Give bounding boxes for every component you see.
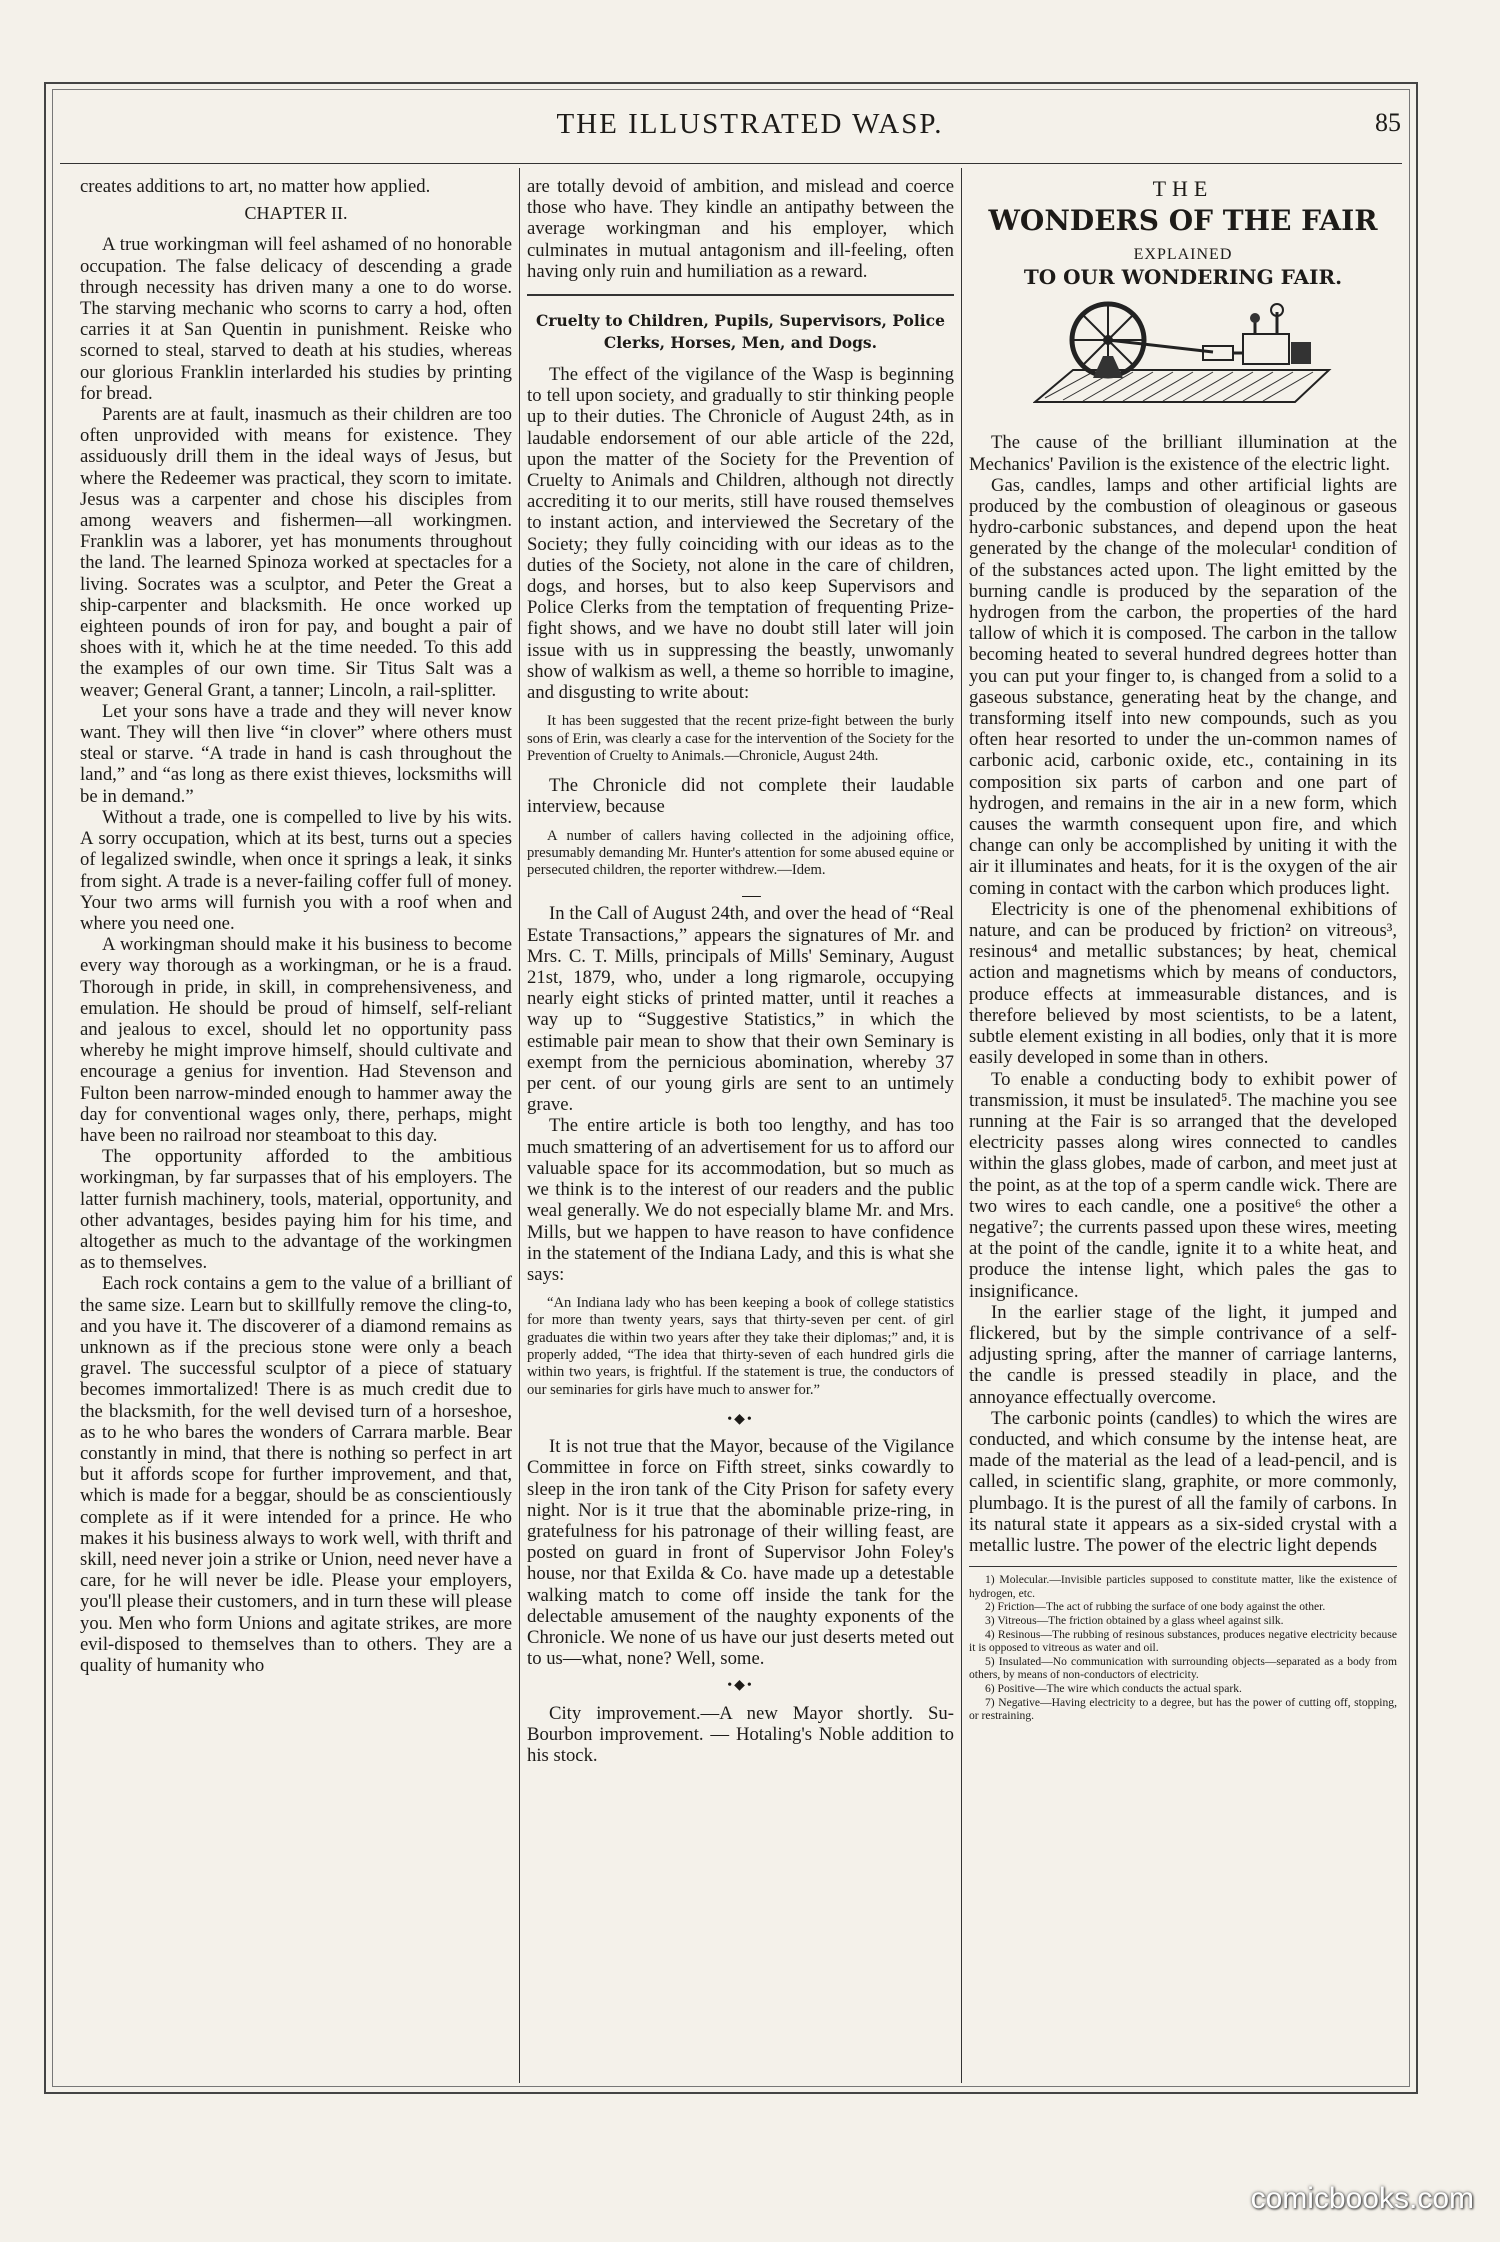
site-watermark: comicbooks.com (1250, 2182, 1474, 2215)
quote-text: A number of callers having collected in the adjoining office, presumably demanding Mr. Hunter's attention for some abused equine or persecuted children, the reporter withdrew.—Idem. (527, 827, 954, 879)
body-paragraph: The effect of the vigilance of the Wasp is beginning to tell upon society, and gradually to stir thinking people up to their duties. The Chronicle of August 24th, as in laudable endorsement of our able article of the 22d, upon the matter of the Society for the Prevention of Cruelty to Animals and Children, although not directly accrediting it to our merits, still have roused themselves to instant action, and interviewed the Secretary of the Society; they fully coinciding with our ideas as to the duties of the Society, not alone in the care of children, dogs, and horses, but to also keep Supervisors and Police Clerks from the temptation of frequenting Prize-fight shows, and we have no doubt still later will join issue with us in suppressing the beastly, unwomanly show of walkism as well, a theme so horrible to imagine, and disgusting to write about: (527, 364, 954, 704)
quoted-excerpt (527, 713, 954, 765)
body-paragraph: The carbonic points (candles) to which the wires are conducted, and which consume by the intense heat, are made of the material as the lead of a lead-pencil, and is called, in scientific slang, graphite, or more commonly, plumbago. It is the purest of all the family of carbons. In its natural state it appears as a six-sided crystal with a metallic lustre. The power of the electric light depends (969, 1407, 1397, 1556)
column-rule-1 (519, 168, 520, 2083)
article-title: WONDERS OF THE FAIR (988, 204, 1378, 237)
body-paragraph: Each rock contains a gem to the value of a brilliant of the same size. Learn but to skillfully remove the cling-to, and you have it. The discoverer of a diamond remains as unknown as if the precious stone were only a beach gravel. The successful sculptor of a piece of statuary becomes immortalized! There is as much credit due to the blacksmith, for the well devised turn of a horseshoe, as to he who bares the wonders of Carrara marble. Bear constantly in mind, that there is nothing so perfect in art but it affords scope for further improvement, and that, which is made for a beggar, should be as conscientiously complete as if it were intended for a prince. He who makes it his business always to work well, with thrift and skill, need never join a strike or Union, need never have a care, for he will never be idle. Please your employers, you'll please their customers, and in turn these will please you. Men who form Unions and agitate strikes, are more evil-disposed to themselves than to others. They are a quality of humanity who (80, 1273, 512, 1677)
page-number: 85 (1375, 108, 1401, 137)
column-2 (527, 176, 954, 1766)
column-1 (80, 176, 512, 1676)
body-paragraph: In the Call of August 24th, and over the head of “Real Estate Transactions,” appears the signatures of Mr. and Mrs. C. T. Mills, principals of Mills' Seminary, August 21st, 1879, who, under a long rigmarole, occupying nearly eight sticks of printed matter, until it reaches a way up to “Suggestive Statistics,” in which the estimable pair mean to show that their own Seminary is exempt from the pernicious abomination, whereby 37 per cent. of our young girls are sent to an untimely grave. (527, 903, 954, 1116)
ornament-divider: •◆• (727, 1411, 754, 1427)
body-paragraph: In the earlier stage of the light, it jumped and flickered, but by the simple contrivance of a self-adjusting spring, after the manner of carriage lanterns, the candle is pressed steadily in place, and the annoyance effectually overcome. (969, 1301, 1397, 1408)
body-paragraph: The opportunity afforded to the ambitious workingman, by far surpasses that of his employers. The latter furnish machinery, tools, material, opportunity, and other advantages, besides paying him for his time, and altogether as much to the advantage of the workingmen as to themselves. (80, 1146, 512, 1274)
ornament-divider: •◆• (727, 1678, 754, 1694)
continued-paragraph: creates additions to art, no matter how applied. (80, 176, 431, 197)
body-paragraph: Electricity is one of the phenomenal exhibitions of nature, and can be produced by friction² on vitreous³, resinous⁴ and metallic substances; by heat, chemical action and magnetisms which by means of conductors, produce effects at immeasurable distances, and is therefore believed by most scientists, to be a latent, subtle element existing in all bodies, only that it is more easily developed in some than in others. (969, 898, 1397, 1069)
quote-text: It has been suggested that the recent prize-fight between the burly sons of Erin, was clearly a case for the intervention of the Society for the Prevention of Cruelty to Animals.—Chronicle, August 24th. (527, 713, 954, 764)
body-paragraph: Gas, candles, lamps and other artificial lights are produced by the combustion of oleaginous or gaseous hydro-carbonic substances, and depend upon the heat generated by the change of the molecular¹ condition of of the substances acted upon. The light emitted by the burning candle is produced by the separation of the hydrogen from the carbon, the properties of the hard tallow of which it is composed. The carbon in the tallow becoming heated to several hundred degrees hotter than you can put your finger to, is changed from a solid to a gaseous substance, generating heat by the change, and transforming itself into new compounds, such as you often hear resorted to under the un-common names of carbonic acid, carbonic oxide, etc., containing in its composition six parts of carbon and one part of hydrogen, and remains in the air in a new form, which causes the warmth consequent upon fire, and which change can only be accomplished by uniting it with the air it illuminates and heats, for it is the oxygen of the air coming in contact with the carbon which produces light. (969, 474, 1397, 899)
column-rule-2 (961, 168, 962, 2083)
body-paragraph: A workingman should make it his business to become every way thorough as a workingman, or he is a fraud. Thorough in pride, in skill, in comprehensiveness, and emulation. He should be proud of himself, self-reliant and jealous to excel, should let no opportunity pass whereby he might improve himself, should cultivate and encourage a genius for invention. Had Stevenson and Fulton been narrow-minded enough to hammer away the day for conventional wages only, there, perhaps, might have been no railroad nor steamboat to this day. (80, 934, 512, 1146)
column-3 (969, 176, 1397, 1723)
chapter-heading: CHAPTER II. (244, 203, 348, 224)
section-divider (527, 294, 954, 296)
quoted-excerpt (527, 1295, 954, 1399)
footnote: 3) Vitreous—The friction obtained by a glass wheel against silk. (985, 1613, 1284, 1627)
body-paragraph: Parents are at fault, inasmuch as their children are too often unprovided with means for existence. They assiduously drill them in the ideal ways of Jesus, but where the Redeemer was practical, they scorn to imitate. Jesus was a carpenter and chose his disciples from among weavers and fishermen—all workingmen. Franklin was a laborer, yet has monuments throughout the land. The learned Spinoza worked at spectacles for a living. Socrates was a sculptor, and Peter the Great a ship-carpenter and blacksmith. He once worked up eighteen pounds of iron for pay, and bought a pair of shoes with it, which he at the time needed. To this add the examples of our own time. Sir Titus Salt was a weaver; General Grant, a tanner; Lincoln, a rail-splitter. (80, 404, 512, 701)
masthead-title: THE ILLUSTRATED WASP. (556, 108, 944, 140)
footnote: 6) Positive—The wire which conducts the actual spark. (985, 1681, 1242, 1695)
body-paragraph: To enable a conducting body to exhibit power of transmission, it must be insulated⁵. The machine you see running at the Fair is so arranged that the developed electricity passes along wires connected to candles within the glass globes, made of carbon, and meet just at the point, as at the top of a sperm candle wick. There are two wires to each candle, one a positive⁶ the other a negative⁷; the currents passed upon these wires, meeting at the point of the candle, ignite it to a white heat, and produce the intense light, which pales the gas to insignificance. (969, 1068, 1397, 1302)
footnote: 1) Molecular.—Invisible particles supposed to constitute matter, like the existence of hydrogen, etc. (969, 1573, 1397, 1600)
body-paragraph: It is not true that the Mayor, because of the Vigilance Committee in force on Fifth street, sinks cowardly to sleep in the iron tank of the City Prison for safety every night. Nor is it true that the abominable prize-ring, in gratefulness for his patronage of their willing feast, are posted on guard in front of Supervisor John Foley's house, nor that Exilda & Co. have made up a detestable walking match to come off inside the tank for the delectable amusement of the naughty exponents of the Chronicle. We none of us have our just deserts meted out to us—what, none? Well, some. (527, 1436, 954, 1670)
body-paragraph: City improvement.—A new Mayor shortly. Su-Bourbon improvement. — Hotaling's Noble addition to his stock. (527, 1702, 954, 1766)
body-paragraph: The Chronicle did not complete their laudable interview, because (527, 775, 954, 818)
article-explained: EXPLAINED (1133, 246, 1233, 263)
footnote: 7) Negative—Having electricity to a degree, but has the power of cutting off, stopping, or restraining. (969, 1695, 1397, 1723)
footnote: 4) Resinous—The rubbing of resinous substances, produces negative electricity because it is opposed to vitreous as water and oil. (969, 1627, 1397, 1655)
body-paragraph: Without a trade, one is compelled to live by his wits. A sorry occupation, which at its best, turns out a species of legalized swindle, when once it springs a leak, it sinks from sight. A trade is a never-failing coffer full of money. Your two arms will furnish you with a roof when and where you need one. (80, 806, 512, 934)
footnote: 2) Friction—The act of rubbing the surface of one body against the other. (985, 1600, 1326, 1614)
footnote: 5) Insulated—No communication with surrounding objects—separated as a body from others, by means of non-conductors of electricity. (969, 1654, 1397, 1682)
article-heading: Cruelty to Children, Pupils, Supervisors, Police Clerks, Horses, Men, and Dogs. (536, 311, 945, 353)
body-paragraph: The entire article is both too lengthy, and has too much smattering of an advertisement for us to afford our valuable space for its accommodation, but so much as we think is to the interest of our readers and the public weal generally. We do not especially blame Mr. and Mrs. Mills, but we happen to have reason to have confidence in the statement of the Indiana Lady, and this is what she says: (527, 1115, 954, 1285)
article-subtitle: TO OUR WONDERING FAIR. (1023, 265, 1343, 290)
body-paragraph: A true workingman will feel ashamed of no honorable occupation. The false delicacy of descending a grade through necessity has driven many a one to do worse. The starving mechanic who scorns to carry a hod, often carries it at San Quentin in punishment. Reiske who scorned to steal, starved to death at his studies, whereas our glorious Franklin interlarded his studies by printing for bread. (80, 234, 512, 404)
dash-divider: — (742, 885, 761, 907)
quote-text: “An Indiana lady who has been keeping a book of college statistics for more than twenty years, says that thirty-seven per cent. of girl graduates die within two years after they take their diplomas;” and, it is properly added, “The idea that thirty-seven of each hundred girls die within two years, is frightful. If the statement is true, the conductors of our seminaries for girls have much to answer for.” (527, 1295, 954, 1398)
engine-illustration-icon (1033, 298, 1333, 406)
header-rule (60, 163, 1402, 164)
continued-paragraph: are totally devoid of ambition, and mislead and coerce those who have. They kindle an antipathy between the average workingman and his employer, which culminates in mutual antagonism and ill-feeling, often having only ruin and humiliation as a reward. (527, 176, 954, 282)
body-paragraph: Let your sons have a trade and they will never know want. They will then live “in clover” where others must steal or starve. “A trade in hand is cash throughout the land,” and “as long as there exist thieves, locksmiths will be in demand.” (80, 700, 512, 807)
article-kicker: THE (1152, 176, 1214, 201)
body-paragraph: The cause of the brilliant illumination at the Mechanics' Pavilion is the existence of the electric light. (969, 432, 1397, 475)
footnotes (969, 1566, 1397, 1723)
quoted-excerpt (527, 828, 954, 880)
